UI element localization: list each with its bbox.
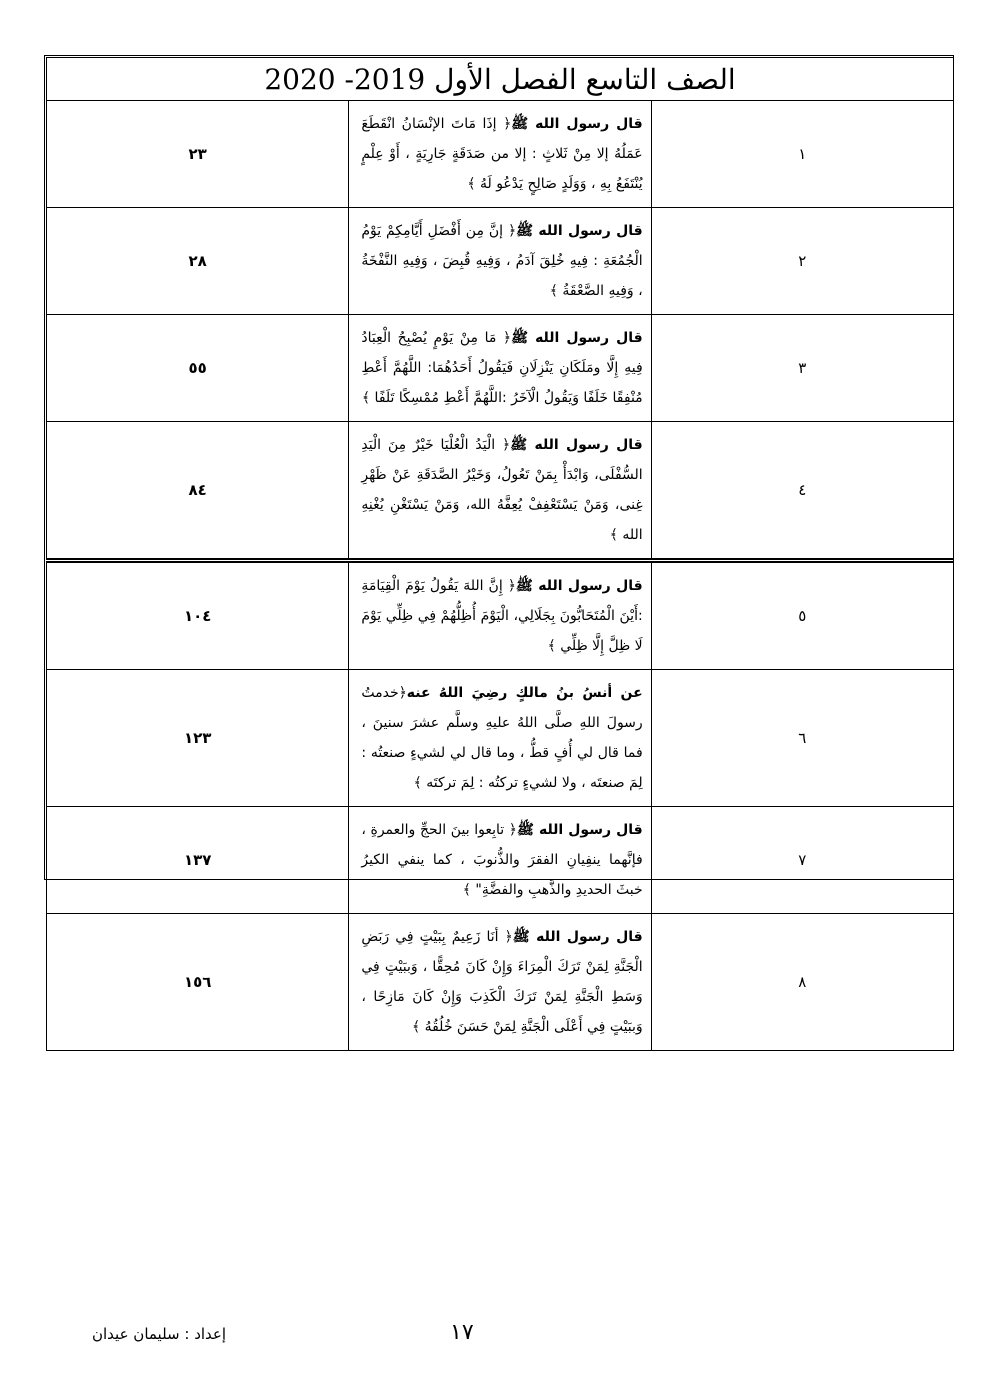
hadith-text: ﴿ إِنَّ اللهَ يَقُولُ يَوْمَ الْقِيَامَةِ :أَيْنَ الْمُتَحَابُّونَ بِجَلَالِي، الْيَوْمَ أُظِلُّهُمْ فِي ظِلِّي يَوْمَ لَا ظِلَّ إِلَّا ظِلِّي ﴾ (361, 578, 643, 654)
page-ref: ١٢٣ (47, 670, 349, 807)
row-number: ٦ (651, 670, 953, 807)
page-title: الصف التاسع الفصل الأول 2019- 2020 (47, 58, 954, 101)
title-row (47, 58, 954, 101)
hadith-text-cell (349, 422, 651, 561)
row-number: ٣ (651, 315, 953, 422)
hadith-text: ﴿ مَا مِنْ يَوْمٍ يُصْبِحُ الْعِبَادُ فِيهِ إِلَّا ومَلَكَانِ يَنْزِلَانِ فَيَقُولُ أَحَدُهُمَا: اللَّهُمَّ أَعْطِ مُنْفِقًا خَلَفًا وَيَقُولُ الْآخَرُ :اللَّهُمَّ أَعْطِ مُمْسِكًا تَلَفًا ﴾ (361, 330, 643, 406)
table-row (47, 807, 954, 914)
speaker: قال رسول الله ﷺ (511, 330, 643, 346)
row-number: ٥ (651, 561, 953, 670)
hadith-text-cell (349, 315, 651, 422)
page-ref: ٢٨ (47, 208, 349, 315)
hadith-text: ﴿ الْيَدُ الْعُلْيَا خَيْرٌ مِنَ الْيَدِ السُّفْلَى، وَابْدَأْ بِمَنْ تَعُولُ، وَخَيْرُ الصَّدَقَةِ عَنْ ظَهْرِ غِنى، وَمَنْ يَسْتَعْفِفْ يُعِفَّهُ الله، وَمَنْ يَسْتَغْنِ يُغْنِهِ الله ﴾ (361, 437, 643, 543)
table-row (47, 422, 954, 561)
page-number: ١٧ (450, 1320, 474, 1345)
table-row (47, 315, 954, 422)
hadith-text-cell (349, 807, 651, 914)
hadith-text: ﴿ أنَا زَعِيمٌ بِبَيْتٍ فِي رَبَضِ الْجَنَّةِ لِمَنْ تَرَكَ الْمِرَاءَ وَإِنْ كَانَ مُحِقًّا ، وَببَيْتٍ فِي وَسَطِ الْجَنَّةِ لِمَنْ تَرَكَ الْكَذِبَ وَإِنْ كَانَ مَازِحًا ، وَببَيْتٍ فِي أَعْلَى الْجَنَّةِ لِمَنْ حَسَنَ خُلُقُهُ ﴾ (361, 929, 643, 1035)
hadith-text-cell (349, 208, 651, 315)
speaker: عن أنسُ بنُ مالكٍ رضِيَ اللهُ عنه (406, 685, 643, 701)
speaker: قال رسول الله ﷺ (510, 437, 643, 453)
speaker: قال رسول الله ﷺ (517, 822, 643, 838)
hadith-text: ﴿خدمتُ رسولَ اللهِ صلَّى اللهُ عليهِ وسلَّم عشرَ سنينَ ، فما قال لي أُفٍ قطُّ ، وما قال لي لشيءٍ صنعتُه : لِمَ صنعتَه ، ولا لشيءٍ تركتُه : لِمَ تركتَه ﴾ (361, 685, 643, 791)
row-number: ٨ (651, 914, 953, 1051)
author-credit: إعداد : سليمان عيدان (92, 1325, 227, 1343)
page-ref: ١٣٧ (47, 807, 349, 914)
table-row (47, 101, 954, 208)
page-ref: ١٥٦ (47, 914, 349, 1051)
page-ref: ٨٤ (47, 422, 349, 561)
hadith-table (46, 57, 954, 1051)
speaker: قال رسول الله ﷺ (516, 223, 643, 239)
table-row (47, 914, 954, 1051)
table-row (47, 561, 954, 670)
hadith-text-cell (349, 561, 651, 670)
row-number: ٢ (651, 208, 953, 315)
page-ref: ٢٣ (47, 101, 349, 208)
hadith-text: ﴿ إنَّ مِن أَفْضَلِ أَيَّامِكِمْ يَوْمُ الْجُمُعَةِ : فِيهِ خُلِقَ آدَمُ ، وَفِيهِ قُبِضَ ، وَفِيهِ النَّفْخَةُ ، وَفِيهِ الصَّعْقَةُ ﴾ (361, 223, 643, 299)
table-row (47, 670, 954, 807)
speaker: قال رسول الله ﷺ (512, 929, 643, 945)
page-ref: ٥٥ (47, 315, 349, 422)
speaker: قال رسول الله ﷺ (515, 578, 643, 594)
speaker: قال رسول الله ﷺ (511, 116, 643, 132)
hadith-text-cell (349, 670, 651, 807)
page-ref: ١٠٤ (47, 561, 349, 670)
row-number: ١ (651, 101, 953, 208)
table-row (47, 208, 954, 315)
hadith-text: ﴿ إذَا مَاتَ الإنْسَانُ انْقَطَعَ عَمَلُهُ إلا مِنْ ثَلاثٍ : إلا من صَدَقَةٍ جَارِيَةٍ ، أَوْ عِلْمٍ يُنْتَفَعُ بِهِ ، وَوَلَدٍ صَالِحٍ يَدْعُو لَهُ ﴾ (361, 116, 643, 192)
hadith-text: ﴿ تابِعوا بينَ الحجِّ والعمرةِ ، فإنَّهما ينفِيانِ الفقرَ والذُّنوبَ ، كما ينفي الكيرُ خبثَ الحديدِ والذَّهبِ والفضَّةِ" ﴾ (361, 822, 643, 898)
row-number: ٤ (651, 422, 953, 561)
row-number: ٧ (651, 807, 953, 914)
hadith-text-cell (349, 101, 651, 208)
hadith-text-cell (349, 914, 651, 1051)
